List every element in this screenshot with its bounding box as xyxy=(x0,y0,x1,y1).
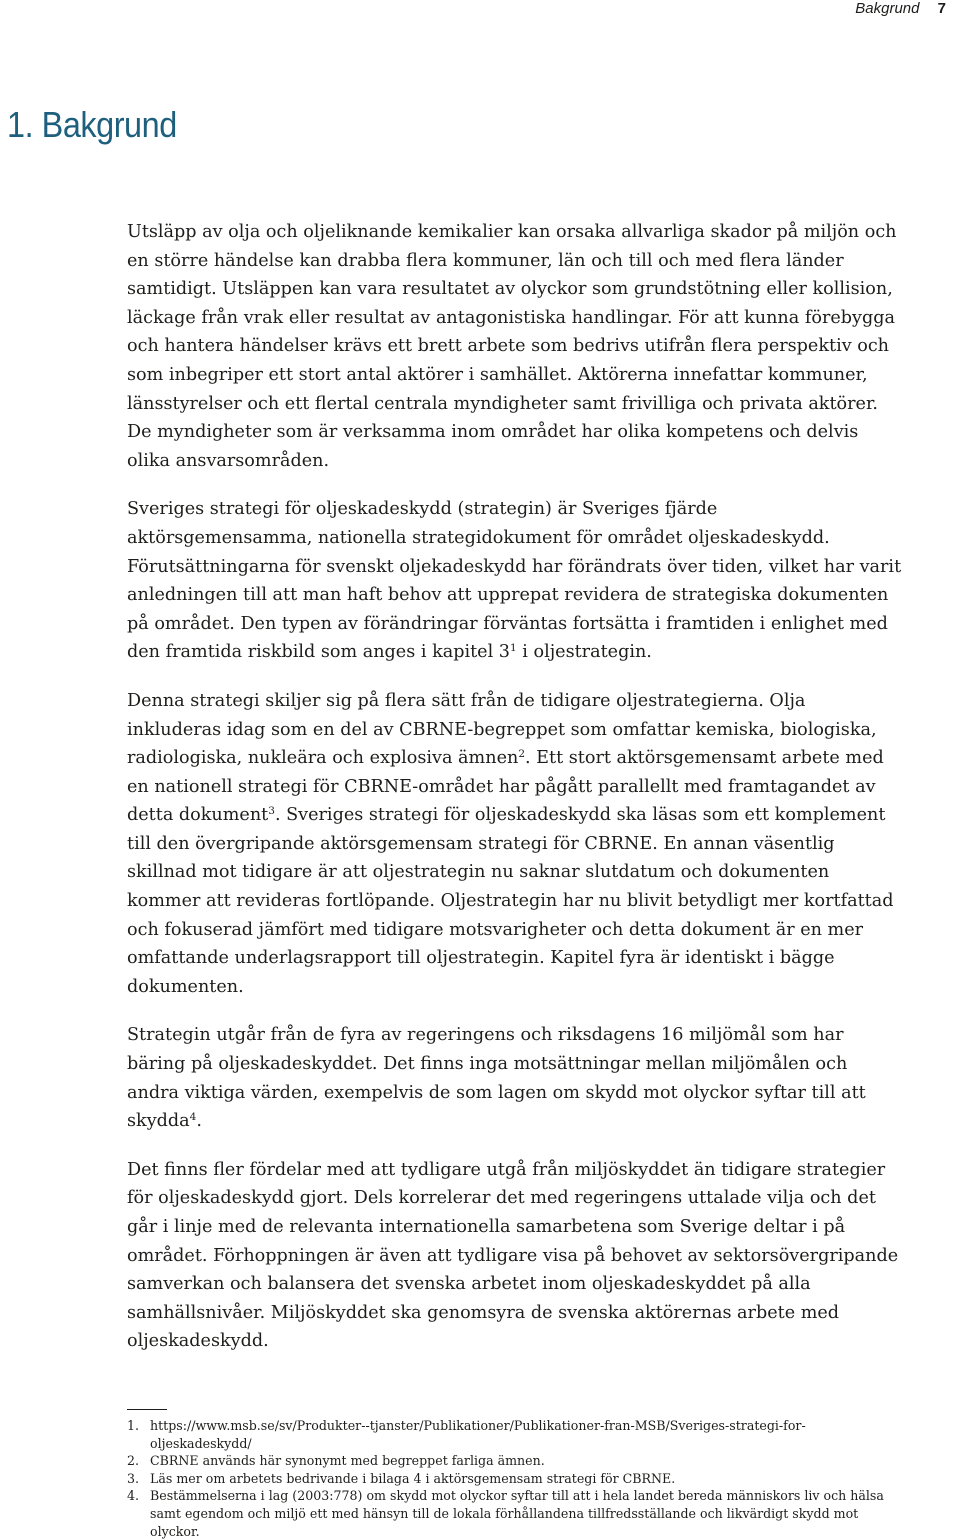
footnote-text: CBRNE används här synonymt med begreppet farliga ämnen. xyxy=(150,1453,545,1469)
paragraph-text: Det finns fler fördelar med att tydligare utgå från miljöskyddet än tidigare strategier för oljeskadeskydd gjort. Dels korrelerar det med regeringens uttalade vilja och det går i linje med de relevanta internationella samarbetena som Sverige deltar i på området. Förhoppningen är även att tydligare visa på behovet av sektorsövergripande samverkan och balansera det svenska arbetet inom oljeskadeskyddet på alla samhällsnivåer. Miljöskyddet ska genomsyra de svenska aktörernas arbete med oljeskadeskydd. xyxy=(127,1159,899,1352)
footnotes xyxy=(127,1417,903,1540)
footnote-number: 1. xyxy=(127,1418,140,1433)
paragraph xyxy=(127,687,903,1002)
paragraph-text: Sveriges strategi för oljeskadeskydd (strategin) är Sveriges fjärde aktörsgemensamma, nationella strategidokument för området oljeskadeskydd. Förutsättningarna för svenskt oljekadeskydd har förändrats över tiden, vilket har varit anledningen till att man haft behov att upprepat revidera de strategiska dokumenten på området. Den typen av förändringar förväntas fortsätta i framtiden i enlighet med den framtida riskbild som anges i kapitel 3 xyxy=(127,499,902,663)
footnote-number: 3. xyxy=(127,1470,140,1486)
running-header xyxy=(855,0,946,18)
paragraph-text: . Ett stort aktörsgemensamt arbete med en nationell strategi för CBRNE-området har pågått parallellt med framtagandet av detta dokument xyxy=(127,748,884,826)
chapter-title: 1. Bakgrund xyxy=(7,104,177,145)
footnote xyxy=(127,1417,903,1452)
footnote-text: Läs mer om arbetets bedrivande i bilaga 4 i aktörsgemensam strategi för CBRNE. xyxy=(150,1470,676,1486)
footnote-text: Bestämmelserna i lag (2003:778) om skydd mot olyckor syftar till att i hela landet bereda människors liv och hälsa samt egendom och miljö ett med hänsyn till de lokala förhållandena tillfredsställande och likvärdigt skydd mot olyckor. xyxy=(150,1488,884,1539)
paragraph-text: Utsläpp av olja och oljeliknande kemikalier kan orsaka allvarliga skador på miljön och en större händelse kan drabba flera kommuner, län och till och med flera länder samtidigt. Utsläppen kan vara resultatet av olyckor som grundstötning eller kollision, läckage från vrak eller resultat av antagonistiska handlingar. För att kunna förebygga och hantera händelser krävs ett brett arbete som bedrivs utifrån flera perspektiv och som inbegriper ett stort antal aktörer i samhället. Aktörerna innefattar kommuner, länsstyrelser och ett flertal centrala myndigheter samt frivilliga och privata aktörer. De myndigheter som är verksamma inom området har olika kompetens och delvis olika ansvarsområden. xyxy=(127,222,897,471)
footnote-divider xyxy=(127,1409,167,1410)
footnote-reference: 2 xyxy=(518,748,525,761)
footnote-reference: 3 xyxy=(268,805,275,818)
running-header-title: Bakgrund xyxy=(855,0,920,17)
paragraph xyxy=(127,495,903,667)
footnote-number: 4. xyxy=(127,1488,140,1504)
footnote-text: https://www.msb.se/sv/Produkter--tjanster/Publikationer/Publikationer-fran-MSB/Sveriges-strategi-for-oljeskadeskydd/ xyxy=(150,1418,806,1451)
paragraph xyxy=(127,218,903,475)
paragraph-text: . Sveriges strategi för oljeskadeskydd ska läsas som ett komplement till den övergripande aktörsgemensam strategi för CBRNE. En annan väsentlig skillnad mot tidigare är att oljestrategin nu saknar slutdatum och dokumenten kommer att revideras fortlöpande. Oljestrategin har nu blivit betydligt mer kortfattad och fokuserad jämfört med tidigare motsvarigheter och detta dokument är en mer omfattande underlagsrapport till oljestrategin. Kapitel fyra är identiskt i bägge dokumenten. xyxy=(127,805,894,997)
footnote-number: 2. xyxy=(127,1453,140,1469)
paragraph xyxy=(127,1021,903,1135)
page-number: 7 xyxy=(937,0,946,17)
paragraph-text: Denna strategi skiljer sig på flera sätt från de tidigare oljestrategierna. Olja inkluderas idag som en del av CBRNE-begreppet som omfattar kemiska, biologiska, radiologiska, nukleära och explosiva ämnen xyxy=(127,690,877,769)
footnote xyxy=(127,1452,903,1470)
footnote xyxy=(127,1470,903,1488)
paragraph-text: i oljestrategin. xyxy=(516,642,652,663)
paragraph-text: . xyxy=(196,1111,202,1132)
footnote xyxy=(127,1487,903,1540)
footnote-reference: 1 xyxy=(510,642,517,655)
footnote-reference: 4 xyxy=(189,1111,197,1124)
paragraph-text: Strategin utgår från de fyra av regeringens och riksdagens 16 miljömål som har bäring på oljeskadeskyddet. Det finns inga motsättningar mellan miljömålen och andra viktiga värden, exempelvis de som lagen om skydd mot olyckor syftar till att skydda xyxy=(127,1025,866,1132)
body-text xyxy=(127,218,903,1376)
paragraph xyxy=(127,1156,903,1356)
